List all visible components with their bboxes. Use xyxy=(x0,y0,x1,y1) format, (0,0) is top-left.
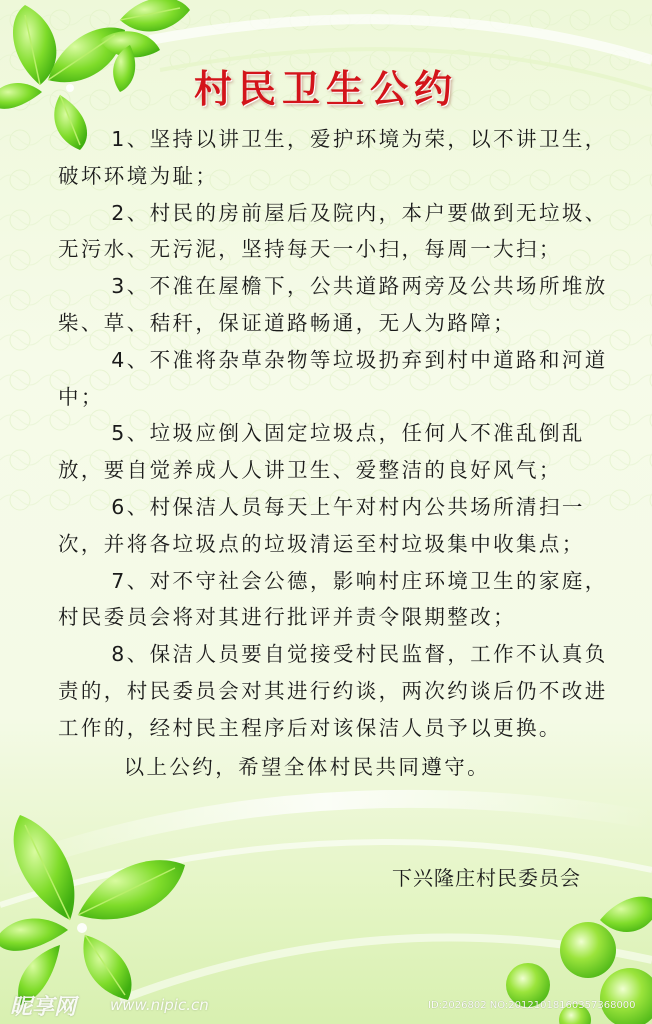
article-7: 7、对不守社会公德，影响村庄环境卫生的家庭，村民委员会将对其进行批评并责令限期整改； xyxy=(58,568,608,630)
article-3: 3、不准在屋檐下，公共道路两旁及公共场所堆放柴、草、秸秆，保证道路畅通，无人为路障； xyxy=(58,274,608,335)
article-4: 4、不准将杂草杂物等垃圾扔弃到村中道路和河道中； xyxy=(58,347,608,409)
page-title: 村民卫生公约 xyxy=(193,66,458,111)
article-1: 1、坚持以讲卫生，爱护环境为荣，以不讲卫生，破坏环境为耻； xyxy=(58,127,608,188)
convention-body xyxy=(58,121,628,785)
watermark-id: ID:2026802 NO:20121018160357368000 xyxy=(428,1000,636,1011)
bottom-right-leaf-icon xyxy=(600,897,652,932)
article-2: 2、村民的房前屋后及院内，本户要做到无垃圾、无污水、无污泥，坚持每天一小扫，每周一大扫； xyxy=(58,200,608,262)
article-8: 8、保洁人员要自觉接受村民监督，工作不认真负责的，村民委员会对其进行约谈，两次约谈后仍不改进工作的，经村民主程序后对该保洁人员予以更换。 xyxy=(58,642,608,740)
article-5: 5、垃圾应倒入固定垃圾点，任何人不准乱倒乱放，要自觉养成人人讲卫生、爱整洁的良好风气； xyxy=(58,421,585,483)
watermark-logo: 昵享网 xyxy=(10,995,77,1020)
bottom-curve xyxy=(0,799,652,870)
closing-statement: 以上公约，希望全体村民共同遵守。 xyxy=(123,754,490,779)
watermark-url: www.nipic.cn xyxy=(110,996,209,1014)
article-6: 6、村保洁人员每天上午对村内公共场所清扫一次，并将各垃圾点的垃圾清运至村垃圾集中收集点； xyxy=(58,494,585,556)
signature: 下兴隆庄村民委员会 xyxy=(392,866,581,890)
